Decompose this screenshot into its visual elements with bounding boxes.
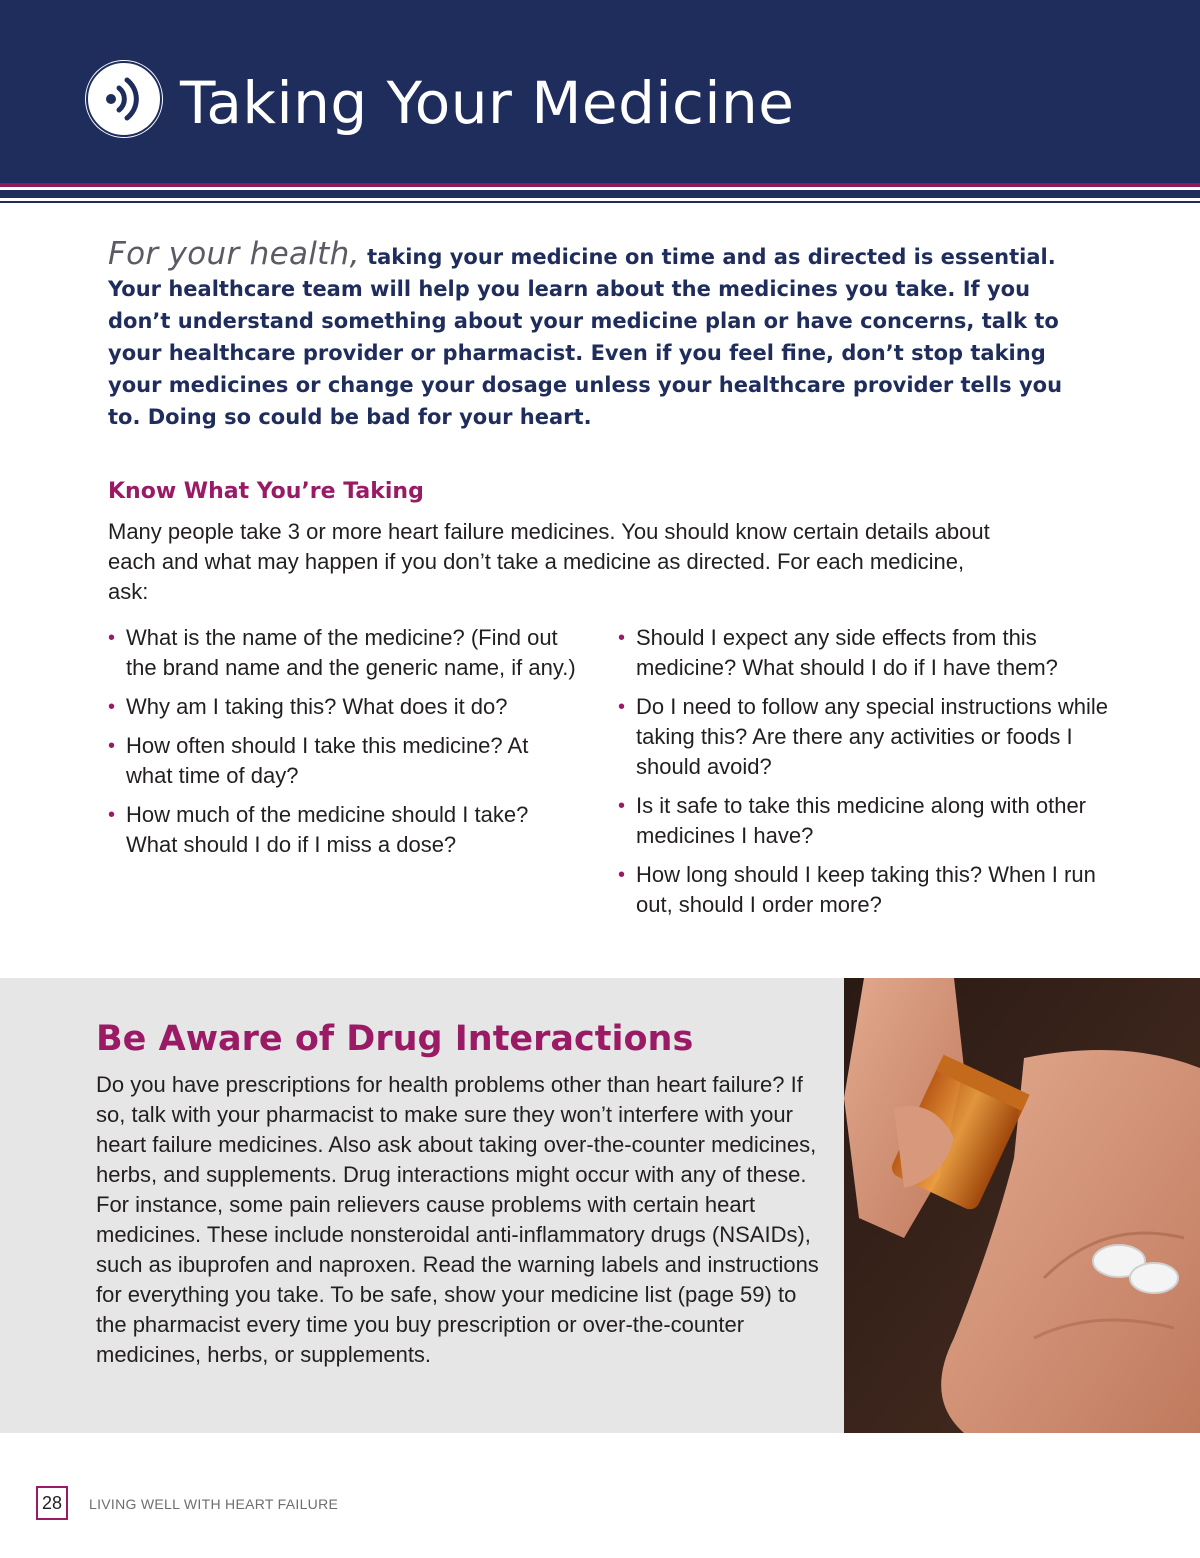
list-item (108, 800, 578, 860)
list-item (108, 623, 578, 683)
header-accent-rule (0, 183, 1200, 187)
interactions-text: Do you have prescriptions for health problems other than heart failure? If so, talk with your pharmacist to make sure they won’t interfere with your heart failure medicines. Also ask about taking over-the-counter medicines, herbs, and supplements. Drug interactions might occur with any of these. For instance, some pain relievers cause problems with certain heart medicines. These include nonsteroidal anti-inflammatory drugs (NSAIDs), such as ibuprofen and naproxen. Read the warning labels and instructions for everything you take. To be safe, show your medicine list (page 59) to the pharmacist every time you buy prescription or over-the-counter medicines, herbs, or supplements. (96, 1072, 819, 1367)
question-list-right (618, 623, 1118, 929)
interactions-heading: Be Aware of Drug Interactions (96, 1019, 694, 1059)
question-list-left (108, 623, 578, 869)
page-number: 28 (36, 1486, 68, 1520)
question-text: What is the name of the medicine? (Find out the brand name and the generic name, if any.) (126, 625, 576, 680)
page-header (0, 0, 1200, 183)
list-item (108, 731, 578, 791)
list-item (618, 791, 1118, 851)
question-text: Do I need to follow any special instructions while taking this? Are there any activities or foods I should avoid? (636, 694, 1109, 779)
header-rule (0, 190, 1200, 198)
bullet-icon: • (108, 735, 116, 757)
bullet-icon: • (108, 627, 116, 649)
list-item (618, 860, 1118, 920)
question-text: Should I expect any side effects from this medicine? What should I do if I have them? (636, 625, 1058, 680)
running-title: LIVING WELL WITH HEART FAILURE (89, 1496, 339, 1512)
question-text: How often should I take this medicine? At what time of day? (126, 733, 529, 788)
header-thin-rule (0, 201, 1200, 203)
page-title: Taking Your Medicine (180, 69, 795, 137)
question-text: Why am I taking this? What does it do? (126, 694, 508, 719)
know-section-heading: Know What You’re Taking (108, 479, 424, 504)
bullet-icon: • (618, 627, 626, 649)
bullet-icon: • (108, 804, 116, 826)
list-item (108, 692, 578, 722)
intro-body: taking your medicine on time and as directed is essential. Your healthcare team will help you learn about the medicines you take. If you don’t understand something about your medicine plan or have concerns, talk to your healthcare provider or pharmacist. Even if you feel fine, don’t stop taking your medicines or change your dosage unless your healthcare provider tells you to. Doing so could be bad for your heart. (108, 245, 1063, 429)
bullet-icon: • (618, 795, 626, 817)
sound-waves-icon (85, 60, 163, 138)
bullet-icon: • (618, 696, 626, 718)
question-text: How much of the medicine should I take? What should I do if I miss a dose? (126, 802, 529, 857)
bullet-icon: • (618, 864, 626, 886)
pills-in-hand-photo (844, 978, 1200, 1433)
know-section-text: Many people take 3 or more heart failure medicines. You should know certain details about each and what may happen if you don’t take a medicine as directed. For each medicine, ask: (108, 519, 990, 604)
question-text: How long should I keep taking this? When I run out, should I order more? (636, 862, 1096, 917)
bullet-icon: • (108, 696, 116, 718)
list-item (618, 623, 1118, 683)
intro-paragraph (108, 238, 1068, 433)
intro-lead: For your health, (108, 236, 360, 272)
list-item (618, 692, 1118, 782)
question-text: Is it safe to take this medicine along with other medicines I have? (636, 793, 1087, 848)
